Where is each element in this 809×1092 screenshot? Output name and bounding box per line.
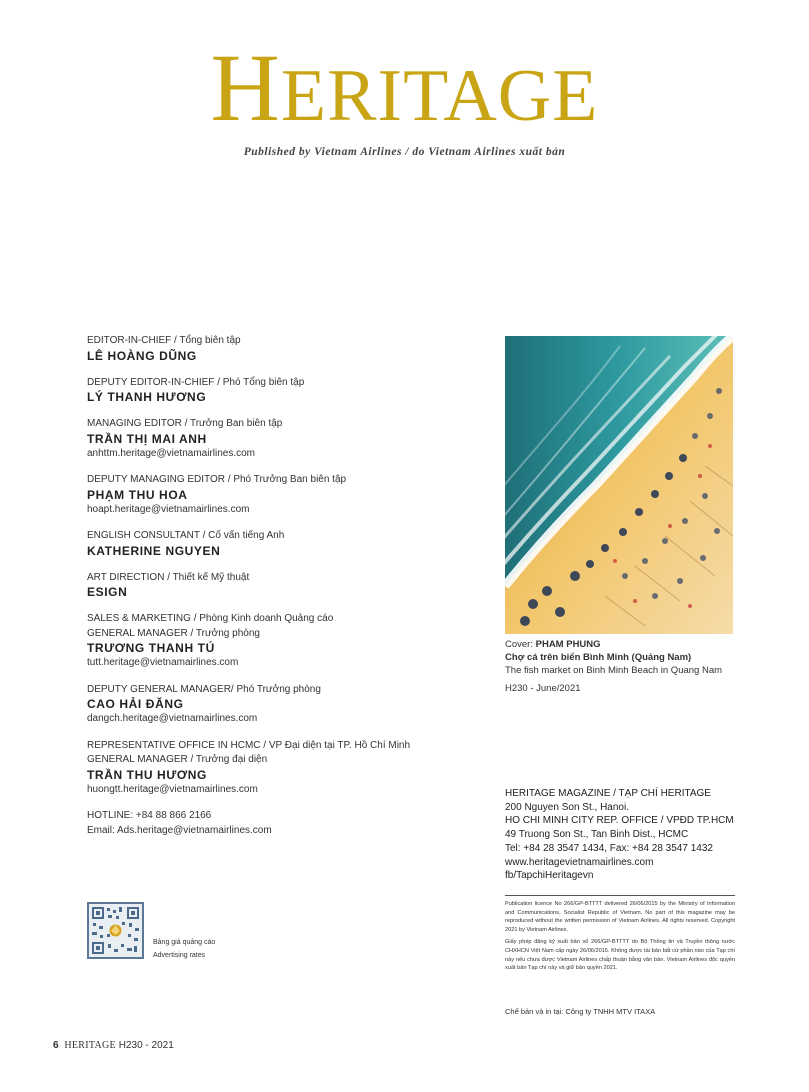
staff-entry — [87, 683, 467, 727]
page-number: 6 — [53, 1040, 59, 1051]
footer-issue: H230 - 2021 — [118, 1040, 174, 1051]
staff-role: DEPUTY EDITOR-IN-CHIEF / Phó Tổng biên tập — [87, 376, 305, 388]
staff-entry — [87, 417, 467, 461]
staff-name: CAO HẢI ĐĂNG — [87, 697, 184, 711]
staff-entry — [87, 376, 467, 406]
hotline-email[interactable]: Email: Ads.heritage@vietnamairlines.com — [87, 824, 272, 836]
staff-role: ENGLISH CONSULTANT / Cố vấn tiếng Anh — [87, 530, 285, 541]
qr-caption — [153, 936, 273, 962]
staff-role-secondary: GENERAL MANAGER / Trưởng phòng — [87, 627, 260, 639]
staff-role: MANAGING EDITOR / Trưởng Ban biên tập — [87, 418, 283, 429]
staff-entry — [87, 612, 467, 671]
legal-en: Publication licence No 266/GP-BTTTT delivered 26/06/2015 by the Ministry of Information and Communications, Socialist Republic of Vietnam. No part of this magazine may be reproduced without the written permission of Vietnam Airlines. All rights reserved. Copyright 2021 by Vietnam Airlines. — [505, 901, 735, 933]
staff-email[interactable]: huongtt.heritage@vietnamairlines.com — [87, 783, 258, 795]
staff-entry — [87, 529, 467, 559]
publisher-tagline: Published by Vietnam Airlines / do Vietnam Airlines xuất bản — [243, 146, 566, 158]
cover-issue: H230 - June/2021 — [505, 683, 581, 694]
legal-vi: Giấy phép đăng ký xuất bản số 266/GP-BTTTT do Bộ Thông tin và Truyền thông nước CHXHCN Việt Nam cấp ngày 26/06/2015. Không được tái bản bất cứ phần nào của Tạp chí này nếu chưa được Vietnam Airlines chấp thuận bằng văn bản. Vietnam Airlines độc quyền xuất bản Tạp chí này và giữ bản quyền 2021. — [505, 939, 735, 972]
staff-name: TRẦN THU HƯƠNG — [87, 767, 207, 782]
staff-email[interactable]: hoapt.heritage@vietnamairlines.com — [87, 503, 250, 515]
masthead — [0, 34, 809, 158]
cover-photo — [505, 336, 733, 634]
contact-line: 200 Nguyen Son St., Hanoi. — [505, 801, 629, 813]
staff-name: KATHERINE NGUYEN — [87, 543, 221, 558]
contact-facebook[interactable]: fb/TapchiHeritagevn — [505, 870, 594, 882]
staff-email[interactable]: dangch.heritage@vietnamairlines.com — [87, 713, 258, 724]
contact-line: HO CHI MINH CITY REP. OFFICE / VPĐD TP.HCM — [505, 815, 734, 827]
staff-name: TRƯƠNG THANH TÚ — [87, 641, 215, 655]
qr-caption-en: Advertising rates — [153, 952, 206, 959]
contact-line: Tel: +84 28 3547 1434, Fax: +84 28 3547 1432 — [505, 842, 713, 854]
staff-role: SALES & MARKETING / Phòng Kinh doanh Quảng cáo — [87, 613, 334, 624]
staff-role: DEPUTY MANAGING EDITOR / Phó Trưởng Ban biên tập — [87, 474, 347, 485]
cover-caption — [505, 638, 745, 695]
staff-role: EDITOR-IN-CHIEF / Tổng biên tập — [87, 335, 241, 346]
page-footer — [53, 1040, 174, 1051]
printer-credit: Chế bản và in tại: Công ty TNHH MTV ITAXA — [505, 1007, 656, 1016]
staff-role: ART DIRECTION / Thiết kế Mỹ thuật — [87, 571, 250, 583]
contact-block — [505, 787, 745, 883]
cover-credit: Cover: PHAM PHUNG — [505, 639, 601, 650]
staff-entry — [87, 473, 467, 517]
divider — [505, 895, 735, 896]
staff-name: LÝ THANH HƯƠNG — [87, 390, 207, 404]
staff-role: DEPUTY GENERAL MANAGER/ Phó Trưởng phòng — [87, 683, 321, 695]
contact-line: 49 Truong Son St., Tan Binh Dist., HCMC — [505, 829, 689, 841]
staff-entry — [87, 334, 467, 364]
contact-website[interactable]: www.heritagevietnamairlines.com — [505, 856, 654, 868]
staff-email[interactable]: tutt.heritage@vietnamairlines.com — [87, 657, 239, 668]
staff-entry — [87, 739, 467, 798]
hotline-phone[interactable]: HOTLINE: +84 88 866 2166 — [87, 810, 212, 821]
cover-photographer: PHAM PHUNG — [535, 639, 601, 650]
legal-notice — [505, 900, 735, 977]
cover-title-vi: Chợ cá trên biển Bình Minh (Quảng Nam) — [505, 652, 692, 663]
advertising-qr-block — [87, 902, 216, 959]
contact-line: HERITAGE MAGAZINE / TẠP CHÍ HERITAGE — [505, 788, 711, 799]
staff-list — [87, 334, 467, 838]
staff-name: PHẠM THU HOA — [87, 487, 188, 502]
cover-title-en: The fish market on Binh Minh Beach in Quang Nam — [505, 665, 723, 676]
staff-email[interactable]: anhttm.heritage@vietnamairlines.com — [87, 447, 256, 459]
qr-code-icon[interactable] — [87, 902, 144, 959]
staff-role-secondary: GENERAL MANAGER / Trưởng đại diện — [87, 754, 268, 765]
staff-name: ESIGN — [87, 585, 128, 599]
staff-name: TRẦN THỊ MAI ANH — [87, 431, 207, 446]
staff-entry — [87, 571, 467, 601]
staff-name: LÊ HOÀNG DŨNG — [87, 348, 197, 363]
footer-brand: HERITAGE — [64, 1040, 116, 1051]
qr-caption-vi: Bảng giá quảng cáo — [153, 939, 216, 946]
hotline-block — [87, 809, 467, 838]
heritage-logo: HERITAGE — [210, 34, 599, 141]
staff-role: REPRESENTATIVE OFFICE IN HCMC / VP Đại diện tại TP. Hồ Chí Minh — [87, 739, 411, 751]
